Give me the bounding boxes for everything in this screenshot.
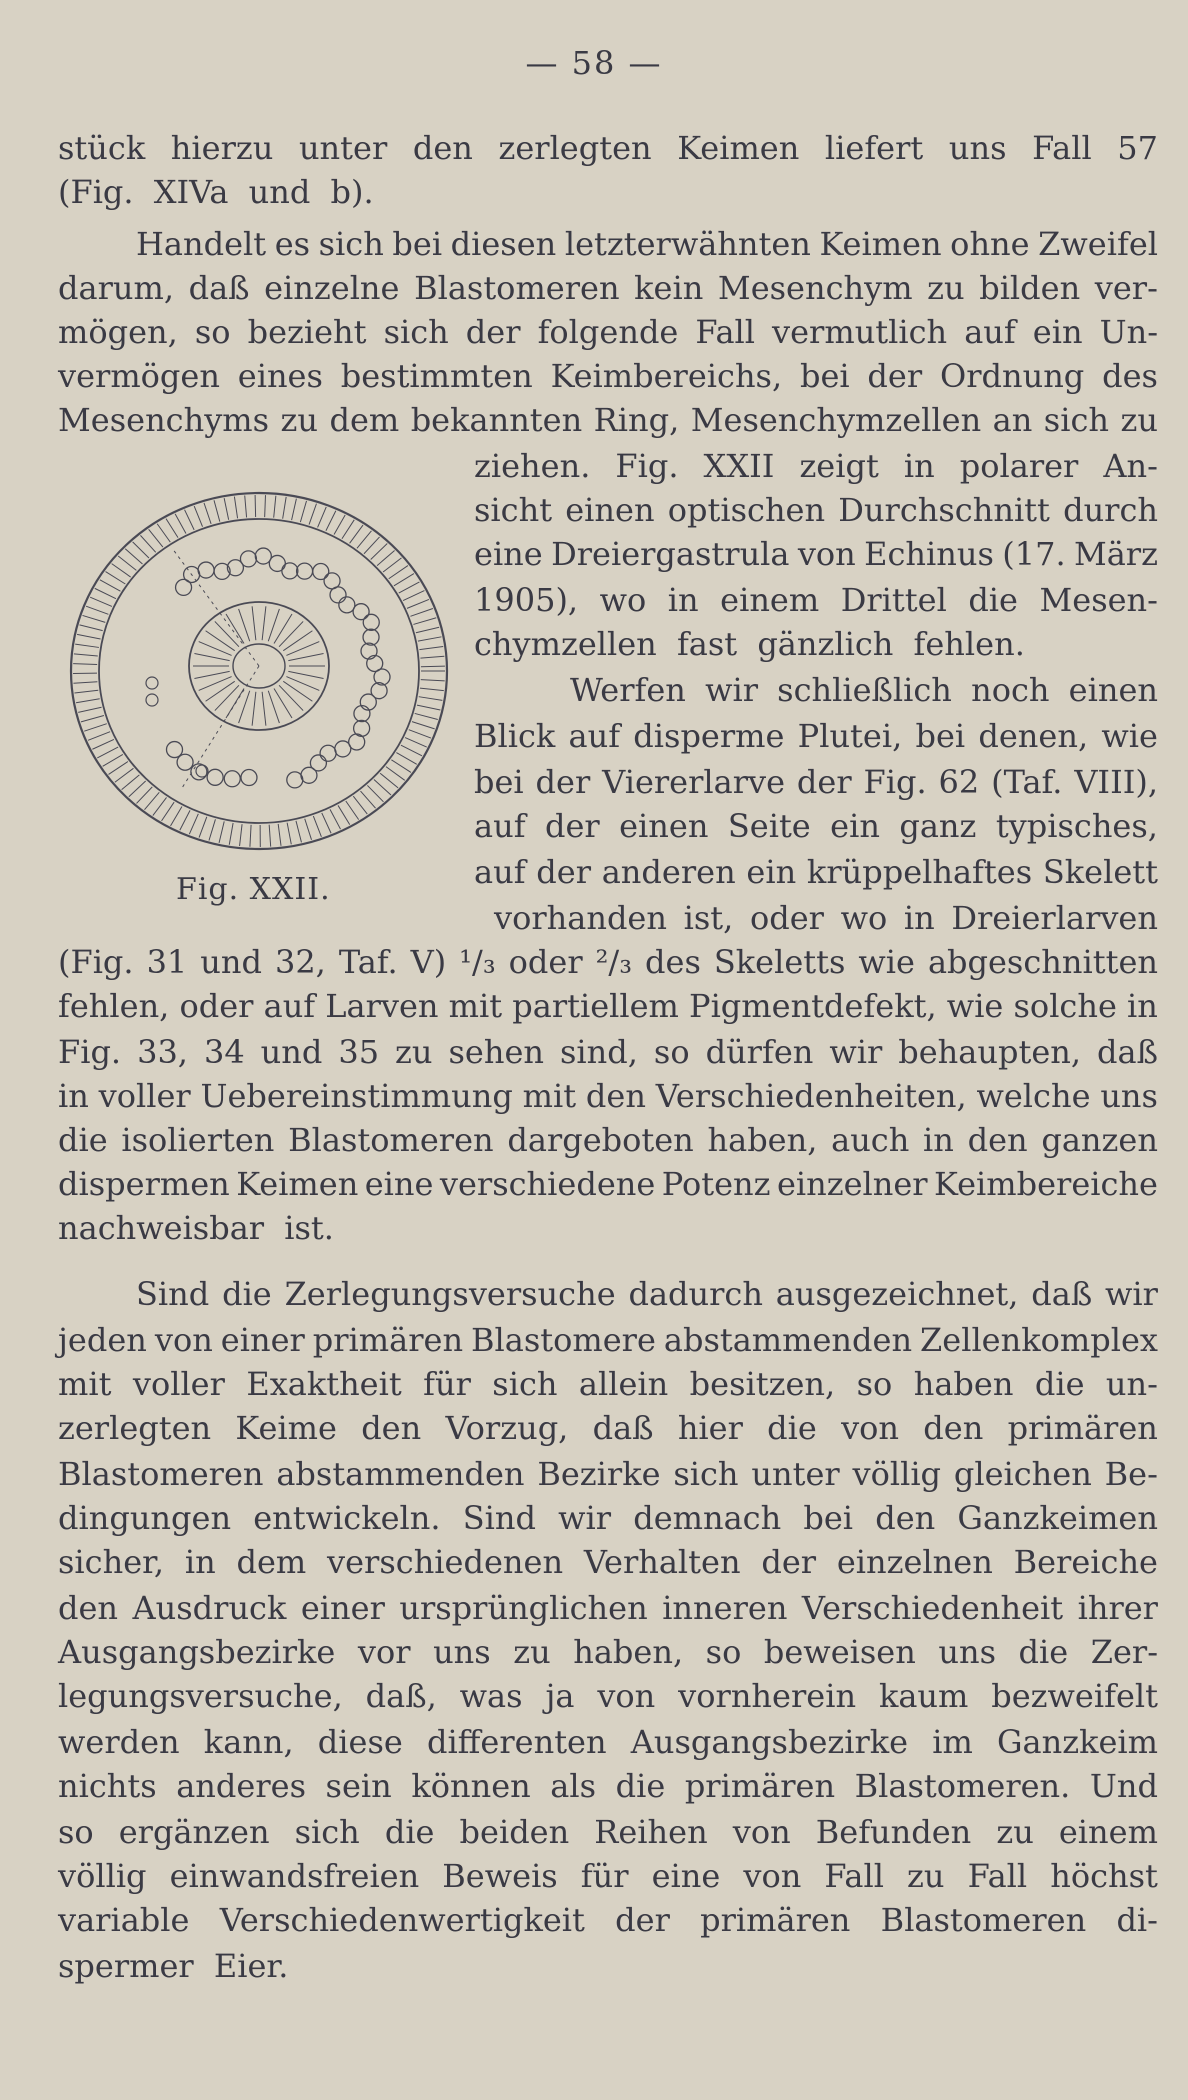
text-line: den Ausdruck einer ursprünglichen inneren Verschiedenheit ihrer (58, 1589, 1158, 1627)
text-line: sicher, in dem verschiedenen Verhalten der einzelnen Bereiche (58, 1543, 1158, 1581)
text-line: Blick auf disperme Plutei, bei denen, wie (474, 717, 1158, 755)
page-number: — 58 — (525, 44, 663, 82)
text-line: so ergänzen sich die beiden Reihen von Befunden zu einem (58, 1813, 1158, 1851)
text-line: werden kann, diese differenten Ausgangsbezirke im Ganzkeim (58, 1723, 1158, 1761)
text-line: (Fig. 31 und 32, Taf. V) ¹/₃ oder ²/₃ des Skeletts wie abgeschnitten (58, 943, 1158, 981)
text-line: fehlen, oder auf Larven mit partiellem Pigmentdefekt, wie solche in (58, 987, 1158, 1025)
text-line: Blastomeren abstammenden Bezirke sich unter völlig gleichen Be- (58, 1455, 1158, 1493)
text-line: bei der Viererlarve der Fig. 62 (Taf. VIII), (474, 763, 1158, 801)
text-line: eine Dreiergastrula von Echinus (17. März (474, 535, 1158, 573)
text-line: Sind die Zerlegungsversuche dadurch ausgezeichnet, daß wir (136, 1275, 1158, 1313)
text-line: die isolierten Blastomeren dargeboten haben, auch in den ganzen (58, 1121, 1158, 1159)
text-line: dispermen Keimen eine verschiedene Potenz einzelner Keimbereiche (58, 1165, 1158, 1203)
text-line: chymzellen fast gänzlich fehlen. (474, 625, 1025, 663)
text-line: mit voller Exaktheit für sich allein besitzen, so haben die un- (58, 1365, 1158, 1403)
gastrula-cross-section-icon (62, 488, 456, 858)
text-line: legungsversuche, daß, was ja von vornherein kaum bezweifelt (58, 1677, 1158, 1715)
text-line: auf der anderen ein krüppelhaftes Skelett (474, 853, 1158, 891)
text-line: Fig. 33, 34 und 35 zu sehen sind, so dürfen wir behaupten, daß (58, 1033, 1158, 1071)
text-line: variable Verschiedenwertigkeit der primären Blastomeren di- (58, 1901, 1158, 1939)
text-line: dingungen entwickeln. Sind wir demnach bei den Ganzkeimen (58, 1499, 1158, 1537)
text-line: ziehen. Fig. XXII zeigt in polarer An- (474, 447, 1158, 485)
text-line: nachweisbar ist. (58, 1209, 334, 1247)
text-line: auf der einen Seite ein ganz typisches, (474, 807, 1158, 845)
text-line: Ausgangsbezirke vor uns zu haben, so beweisen uns die Zer- (58, 1633, 1158, 1671)
text-line: Mesenchyms zu dem bekannten Ring, Mesenchymzellen an sich zu (58, 401, 1158, 439)
text-line: vorhanden ist, oder wo in Dreierlarven (494, 899, 1158, 937)
text-line: vermögen eines bestimmten Keimbereichs, bei der Ordnung des (58, 357, 1158, 395)
text-line: nichts anderes sein können als die primären Blastomeren. Und (58, 1767, 1158, 1805)
text-line: Werfen wir schließlich noch einen (570, 671, 1158, 709)
figure-xxii-illustration (62, 488, 456, 858)
text-line: mögen, so bezieht sich der folgende Fall vermutlich auf ein Un- (58, 313, 1158, 351)
figure-caption: Fig. XXII. (176, 872, 331, 907)
text-line: darum, daß einzelne Blastomeren kein Mesenchym zu bilden ver- (58, 269, 1158, 307)
text-line: jeden von einer primären Blastomere abstammenden Zellenkomplex (58, 1321, 1158, 1359)
text-line: (Fig. XIVa und b). (58, 173, 374, 211)
text-line: sicht einen optischen Durchschnitt durch (474, 491, 1158, 529)
text-line: spermer Eier. (58, 1947, 289, 1985)
text-line: Handelt es sich bei diesen letzterwähnten Keimen ohne Zweifel (136, 225, 1158, 263)
text-line: in voller Uebereinstimmung mit den Verschiedenheiten, welche uns (58, 1077, 1158, 1115)
text-line: völlig einwandsfreien Beweis für eine von Fall zu Fall höchst (58, 1857, 1158, 1895)
text-line: stück hierzu unter den zerlegten Keimen liefert uns Fall 57 (58, 129, 1158, 167)
text-line: 1905), wo in einem Drittel die Mesen- (474, 581, 1158, 619)
text-line: zerlegten Keime den Vorzug, daß hier die von den primären (58, 1409, 1158, 1447)
